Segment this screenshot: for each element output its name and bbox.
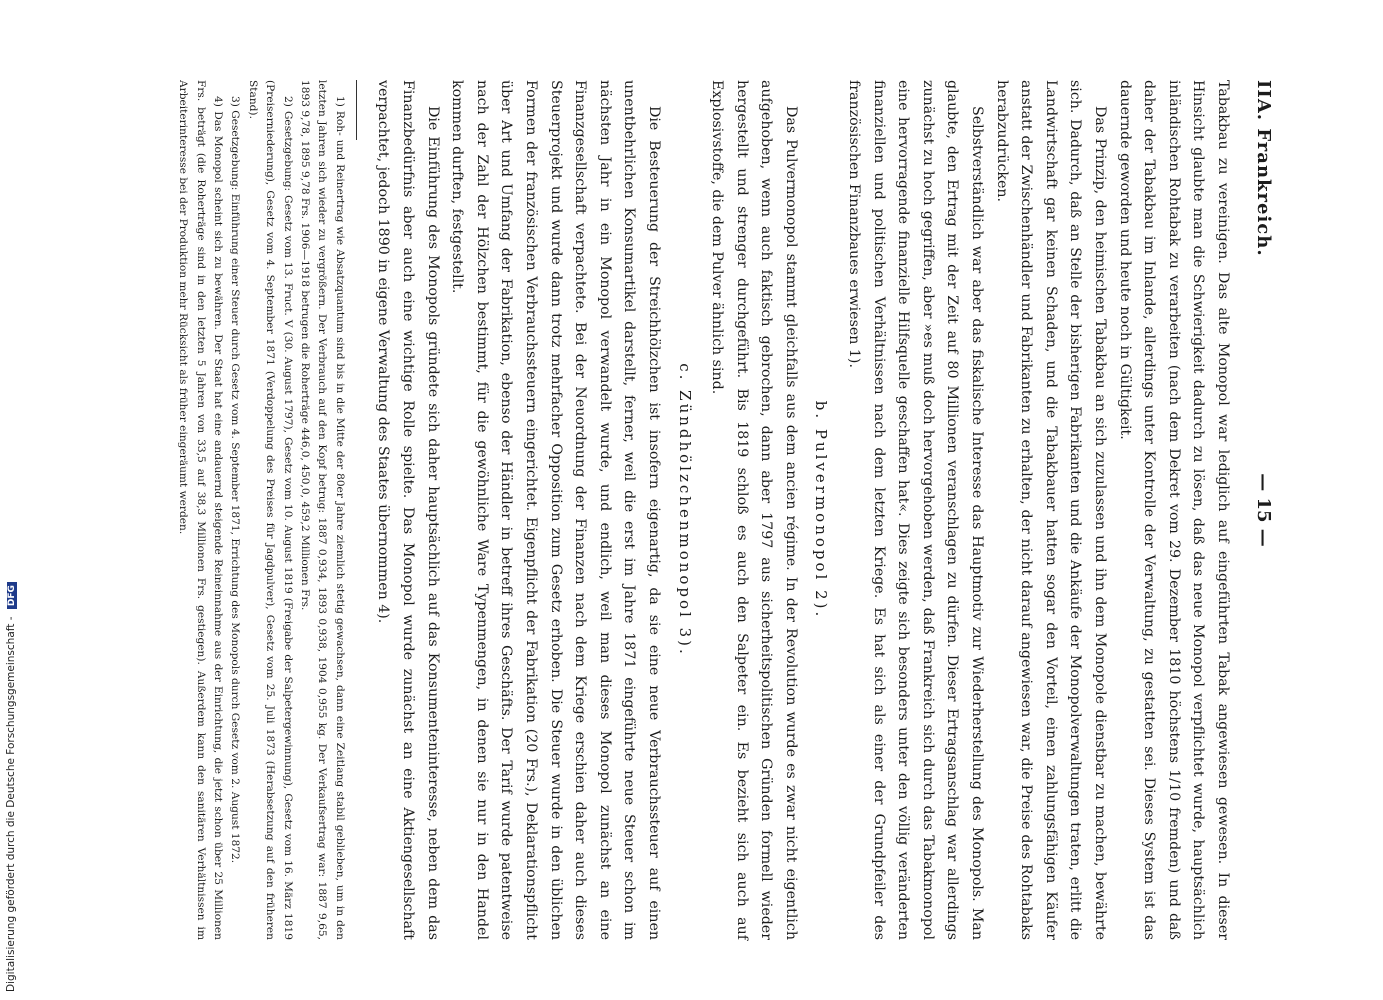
body-paragraph: Das Prinzip, den heimischen Tabakbau an sich zuzulassen und ihn dem Monopole dienstbar zu machen, bewährte sich. Dadurch, daß an Stelle der bisherigen Fabrikanten und die Ankäufe der Monopolverwaltungen traten, erlitt die Landwirtschaft gar keinen Schaden, und die Tabakbauer hatten sogar den Vorteil, einen zahlungsfähigen Käufer anstatt der Zwischenhändler und Fabrikanten zu erhalten, der nicht darauf angewiesen war, die Preise des Rohtabaks herabzudrücken. (993, 80, 1109, 940)
page-number: — 15 — (1253, 473, 1274, 547)
subsection-heading: b. Pulvermonopol 2). (812, 400, 831, 620)
section-title: IIA. Frankreich. (1253, 80, 1274, 257)
footnote: 1) Roh- und Reinertrag wie Absatzquantum sind bis in die Mitte der 80er Jahre ziemlich stetig gewachsen, dann eine Zeitlang stabil geblieben, um in den letzten Jahren sich wieder zu vergrößern. Der Verbrauch auf den Kopf betrug: 1887 0,934, 1893 0,938, 1904 0,955 kg. Der Verkaufsertrag war: 1887 9,65, 1893 9,78, 1895 9,78 Frs. 1906—1918 betrugen die Roherträge 446,0, 450,0, 459,2 Millionen Frs. (299, 80, 346, 940)
footnote-divider (356, 80, 357, 140)
body-paragraph: Die Einführung des Monopols gründete sich daher hauptsächlich auf das Konsumenteninteresse, neben dem das Finanzbedürfnis aber auch eine wichtige Rolle spielte. Das Monopol wurde zunächst an eine Aktiengesellschaft verpachtet, jedoch 1890 in eigene Verwaltung des Staates übernommen 4). (375, 80, 441, 940)
subsection-heading: c. Zündhölzchenmonopol 3). (675, 363, 694, 657)
body-paragraph: Tabakbau zu vereinigen. Das alte Monopol war lediglich auf eingeführten Tabak angewiesen gewesen. In dieser Hinsicht glaubte man die Schwierigkeit dadurch zu lösen, daß das neue Monopol verpflichtet wurde, hauptsächlich inländischen Rohtabak zu verarbeiten (nach dem Dekret vom 29. Dezember 1810 höchstens 1/10 fremden) und daß daher der Tabakbau im Inlande, allerdings unter Kontrolle der Verwaltung, zu gestatten sei. Dieses System ist das dauernde geworden und heute noch in Gültigkeit. (1116, 80, 1231, 940)
page-header (1235, 80, 1275, 940)
dfg-logo: DFG (7, 582, 17, 609)
body-paragraph: Das Pulvermonopol stammt gleichfalls aus dem ancien régime. In der Revolution wurde es zwar nicht eigentlich aufgehoben, wenn auch faktisch gebrochen, dann aber 1797 aus sicherheitspolitischen Gründen formell wieder hergestellt und strenger durchgeführt. Bis 1819 schloß es auch den Salpeter ein. Es bezieht sich auch auf Explosivstoffe, die dem Pulver ähnlich sind. (709, 80, 799, 940)
digitization-credit (5, 582, 17, 992)
footnote: 2) Gesetzgebung: Gesetz vom 13. Fruct. V (30. August 1797), Gesetz vom 10. August 1819 (Freigabe der Salpetergewinnung), Gesetz vom 16. März 1819 (Preiserniederung), Gesetz vom 4. September 1871 (Verdoppelung des Preises für Jagdpulver), Gesetz vom 25. Juli 1873 (Herabsetzung auf den früheren Stand). (246, 80, 294, 940)
book-page (145, 80, 1275, 940)
footnote: 4) Das Monopol scheint sich zu bewähren. Der Staat hat eine andauernd steigende Reineinnahme aus der Einrichtung, die jetzt schon über 25 Millionen Frs. beträgt (die Roherträge sind in den letzten 5 Jahren von 33,5 auf 38,3 Millionen Frs. gestiegen). Außerdem kann den sanitären Verhältnissen im Arbeiterinteresse bei der Produktion mehr Rücksicht als früher eingeräumt werden. (177, 80, 224, 940)
footnote: 3) Gesetzgebung: Einführung einer Steuer durch Gesetz vom 4. September 1871, Errichtung des Monopols durch Gesetz vom 2. August 1872. (229, 96, 242, 864)
body-paragraph: Selbstverständlich war aber das fiskalische Interesse das Hauptmotiv zur Wiederherstellung des Monopols. Man glaubte, den Ertrag mit der Zeit auf 80 Millionen veranschlagen zu dürfen. Dieser Ertragsanschlag war allerdings zunächst zu hoch gegriffen, aber »es muß doch hervorgehoben werden, daß Frankreich sich durch das Tabakmonopol eine hervorragende finanzielle Hilfsquelle geschaffen hat«. Dies zeigte sich besonders unter den völlig veränderten finanziellen und politischen Verhältnissen nach dem letzten Kriege. Es hat sich als einer der Grundpfeiler des französischen Finanzbaues erwiesen 1). (846, 80, 986, 940)
credit-text: Digitalisierung gefördert durch die Deutsche Forschungsgemeinschaft - (5, 616, 17, 992)
body-paragraph: Die Besteuerung der Streichhölzchen ist insofern eigenartig, da sie eine neue Verbrauchssteuer auf einen unentbehrlichen Konsumartikel darstellt, ferner, weil die erst im Jahre 1871 eingeführte neue Steuer schon im nächsten Jahr in ein Monopol verwandelt wurde, und endlich, weil man dieses Monopol zunächst an eine Finanzgesellschaft verpachtete. Bei der Neuordnung der Finanzen nach dem Kriege erschien daher auch dieses Steuerprojekt und wurde dann trotz mehrfacher Opposition zum Gesetz erhoben. Die Steuer wurde in den üblichen Formen der französischen Verbrauchssteuern eingerichtet. Eigenpflicht der Fabrikation (20 Frs.), Deklarationspflicht über Art und Umfang der Fabrikation, ebenso der Händler in betreff ihres Geschäfts. Der Tarif wurde patentweise nach der Zahl der Hölzchen bestimmt, für die gewöhnliche Ware Typenmengen, in denen sie nur in den Handel kommen durften, festgestellt. (449, 80, 662, 940)
